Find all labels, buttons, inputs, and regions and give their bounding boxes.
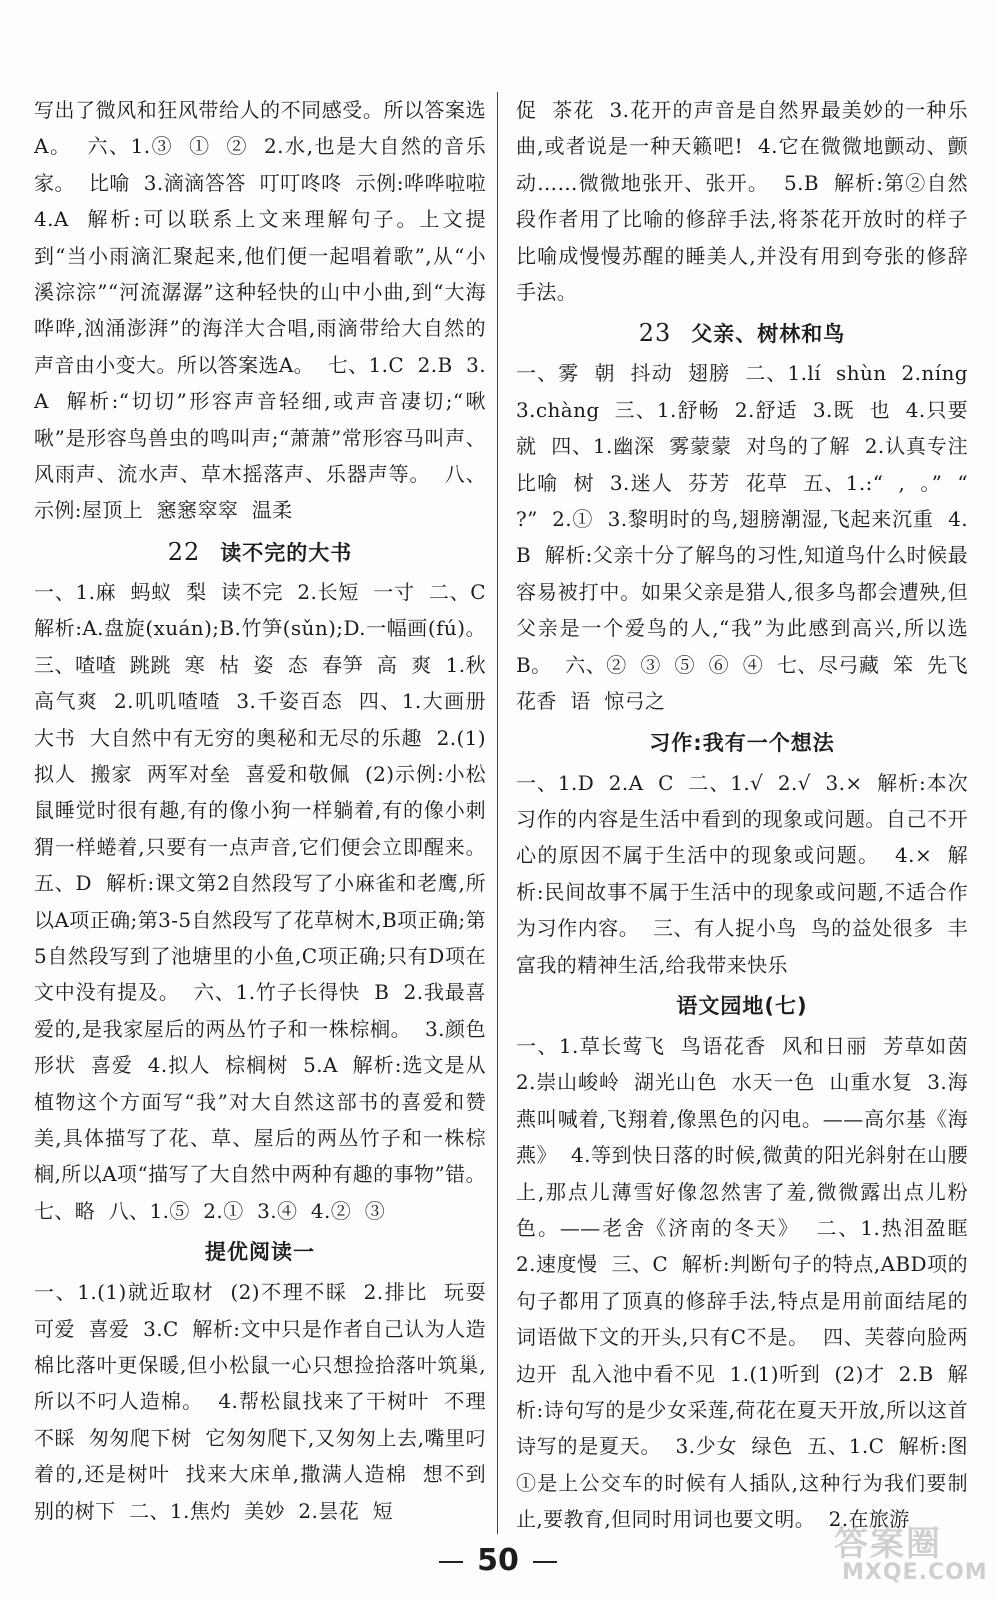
chinese-garden-heading: [516, 987, 968, 1025]
lesson-23-heading: [516, 314, 968, 352]
writing-answers: 一、1.D 2.A C 二、1.√ 2.√ 3.× 解析:本次习作的内容是生活中看到的现象或问题。自己不开心的原因不属于生活中的现象或问题。 4.× 解析:民间故事不属于生活中的现象或问题,不适合作为习作内容。 三、有人捉小鸟 鸟的益处很多 丰富我的精神生活,给我带来快乐: [516, 770, 968, 977]
watermark-logo-text: 答案圈: [834, 1524, 942, 1564]
left-column: [34, 92, 500, 1529]
lesson-title: 读不完的大书: [220, 540, 353, 565]
extra-reading-answers: 一、1.(1)就近取材 (2)不理不睬 2.排比 玩耍 可爱 喜爱 3.C 解析:文中只是作者自己认为人造棉比落叶更保暖,但小松鼠一心只想捡拾落叶筑巢,所以不叼人造棉。 4.帮松鼠找来了干树叶 不理不睬 匆匆爬下树 它匆匆爬下,又匆匆上去,嘴里叼着的,还是树叶 找来大床单,撒满人造棉 想不到 别的树下 二、1.焦灼 美妙 2.昙花 短: [34, 1280, 500, 1523]
lesson-22-heading: [34, 533, 486, 571]
column-divider: [497, 92, 498, 1534]
watermark-url: MXQE.COM: [842, 1560, 988, 1585]
lesson-number: 23: [638, 319, 672, 348]
lesson-title: 父亲、树林和鸟: [691, 322, 846, 347]
chinese-garden-answers: 一、1.草长莺飞 鸟语花香 风和日丽 芳草如茵 2.崇山峻岭 湖光山色 水天一色 山重水复 3.海燕叫喊着,飞翔着,像黑色的闪电。——高尔基《海燕》 4.等到快日落的时候,微黄的阳光斜射在山腰上,那点儿薄雪好像忽然害了羞,微微露出点儿粉色。——老舍《济南的冬天》 二、1.热泪盈眶 2.速度慢 三、C 解析:判断句子的特点,ABD项的句子都用了顶真的修辞手法,特点是用前面结尾的词语做下文的开头,只有C不是。 四、芙蓉向脸两边开 乱入池中看不见 1.(1)听到 (2)才 2.B 解析:诗句写的是少女采莲,荷花在夏天开放,所以这首诗写的是夏天。 3.少女 绿色 五、1.C 解析:图①是上公交车的时候有人插队,这种行为我们要制止,要教育,但同时用词也要文明。 2.在旅游: [516, 1033, 982, 1532]
lesson-number: 22: [167, 537, 201, 566]
site-watermark: [812, 1514, 990, 1596]
section-title: 提优阅读一: [205, 1240, 315, 1265]
extra-reading-heading: [34, 1233, 486, 1271]
writing-heading: [516, 724, 968, 762]
right-column: [516, 92, 982, 1538]
page-number-dash-left: [439, 1561, 463, 1563]
extra-reading-answers-continued: 促 茶花 3.花开的声音是自然界最美妙的一种乐曲,或者说是一种天籁吧! 4.它在微微地颤动、颤动……微微地张开、张开。 5.B 解析:第②自然段作者用了比喻的修辞手法,将茶花开放时的样子比喻成慢慢苏醒的睡美人,并没有用到夸张的修辞手法。: [516, 98, 968, 305]
page-number-dash-right: [533, 1561, 557, 1563]
page-number-value: 50: [477, 1543, 519, 1578]
lesson-22-answers: 一、1.麻 蚂蚁 梨 读不完 2.长短 一寸 二、C 解析:A.盘旋(xuán);B.竹笋(sǔn);D.一幅画(fú)。 三、喳喳 跳跳 寒 枯 姿 态 春笋 高 爽 1.秋高气爽 2.叽叽喳喳 3.千姿百态 四、1.大画册 大书 大自然中有无穷的奥秘和无尽的乐趣 2.(1)拟人 搬家 两军对垒 喜爱和敬佩 (2)示例:小松鼠睡觉时很有趣,有的像小狗一样躺着,有的像小刺猬一样蜷着,只要有一点声音,它们便会立即醒来。 五、D 解析:课文第2自然段写了小麻雀和老鹰,所以A项正确;第3-5自然段写了花草树木,B项正确;第5自然段写到了池塘里的小鱼,C项正确;只有D项在文中没有提及。 六、1.竹子长得快 B 2.我最喜爱的,是我家屋后的两丛竹子和一株棕榈。 3.颜色 形状 喜爱 4.拟人 棕榈树 5.A 解析:选文是从植物这个方面写“我”对大自然这部书的喜爱和赞美,具体描写了花、草、屋后的两丛竹子和一株棕榈,所以A项“描写了大自然中两种有趣的事物”错。 七、略 八、1.⑤ 2.① 3.④ 4.② ③: [34, 579, 500, 1223]
lesson-23-answers: 一、雾 朝 抖动 翅膀 二、1.lí shùn 2.níng 3.chàng 三、1.舒畅 2.舒适 3.既 也 4.只要 就 四、1.幽深 雾蒙蒙 对鸟的了解 2.认真专注 比喻 树 3.迷人 芬芳 花草 五、1.:“ , 。” “ ?” 2.① 3.黎明时的鸟,翅膀潮湿,飞起来沉重 4.B 解析:父亲十分了解鸟的习性,知道鸟什么时候最容易被打中。如果父亲是猎人,很多鸟都会遭殃,但父亲是一个爱鸟的人,“我”为此感到高兴,所以选B。 六、② ③ ⑤ ⑥ ④ 七、尽弓藏 笨 先飞 花香 语 惊弓之: [516, 361, 982, 714]
section-title: 语文园地(七): [676, 993, 808, 1018]
lesson-21-answers-continued: 写出了微风和狂风带给人的不同感受。所以答案选A。 六、1.③ ① ② 2.水,也是大自然的音乐家。 比喻 3.滴滴答答 叮叮咚咚 示例:哗哗啦啦 4.A 解析:可以联系上文来理解句子。上文提到“当小雨滴汇聚起来,他们便一起唱着歌”,从“小溪淙淙”“河流潺潺”这种轻快的山中小曲,到“大海哗哗,汹涌澎湃”的海洋大合唱,雨滴带给大自然的声音由小变大。所以答案选A。 七、1.C 2.B 3.A 解析:“切切”形容声音轻细,或声音凄切;“啾啾”是形容鸟兽虫的鸣叫声;“萧萧”常形容马叫声、风雨声、流水声、草木摇落声、乐器声等。 八、示例:屋顶上 窸窸窣窣 温柔: [34, 98, 500, 523]
section-title: 习作:我有一个想法: [649, 730, 835, 755]
